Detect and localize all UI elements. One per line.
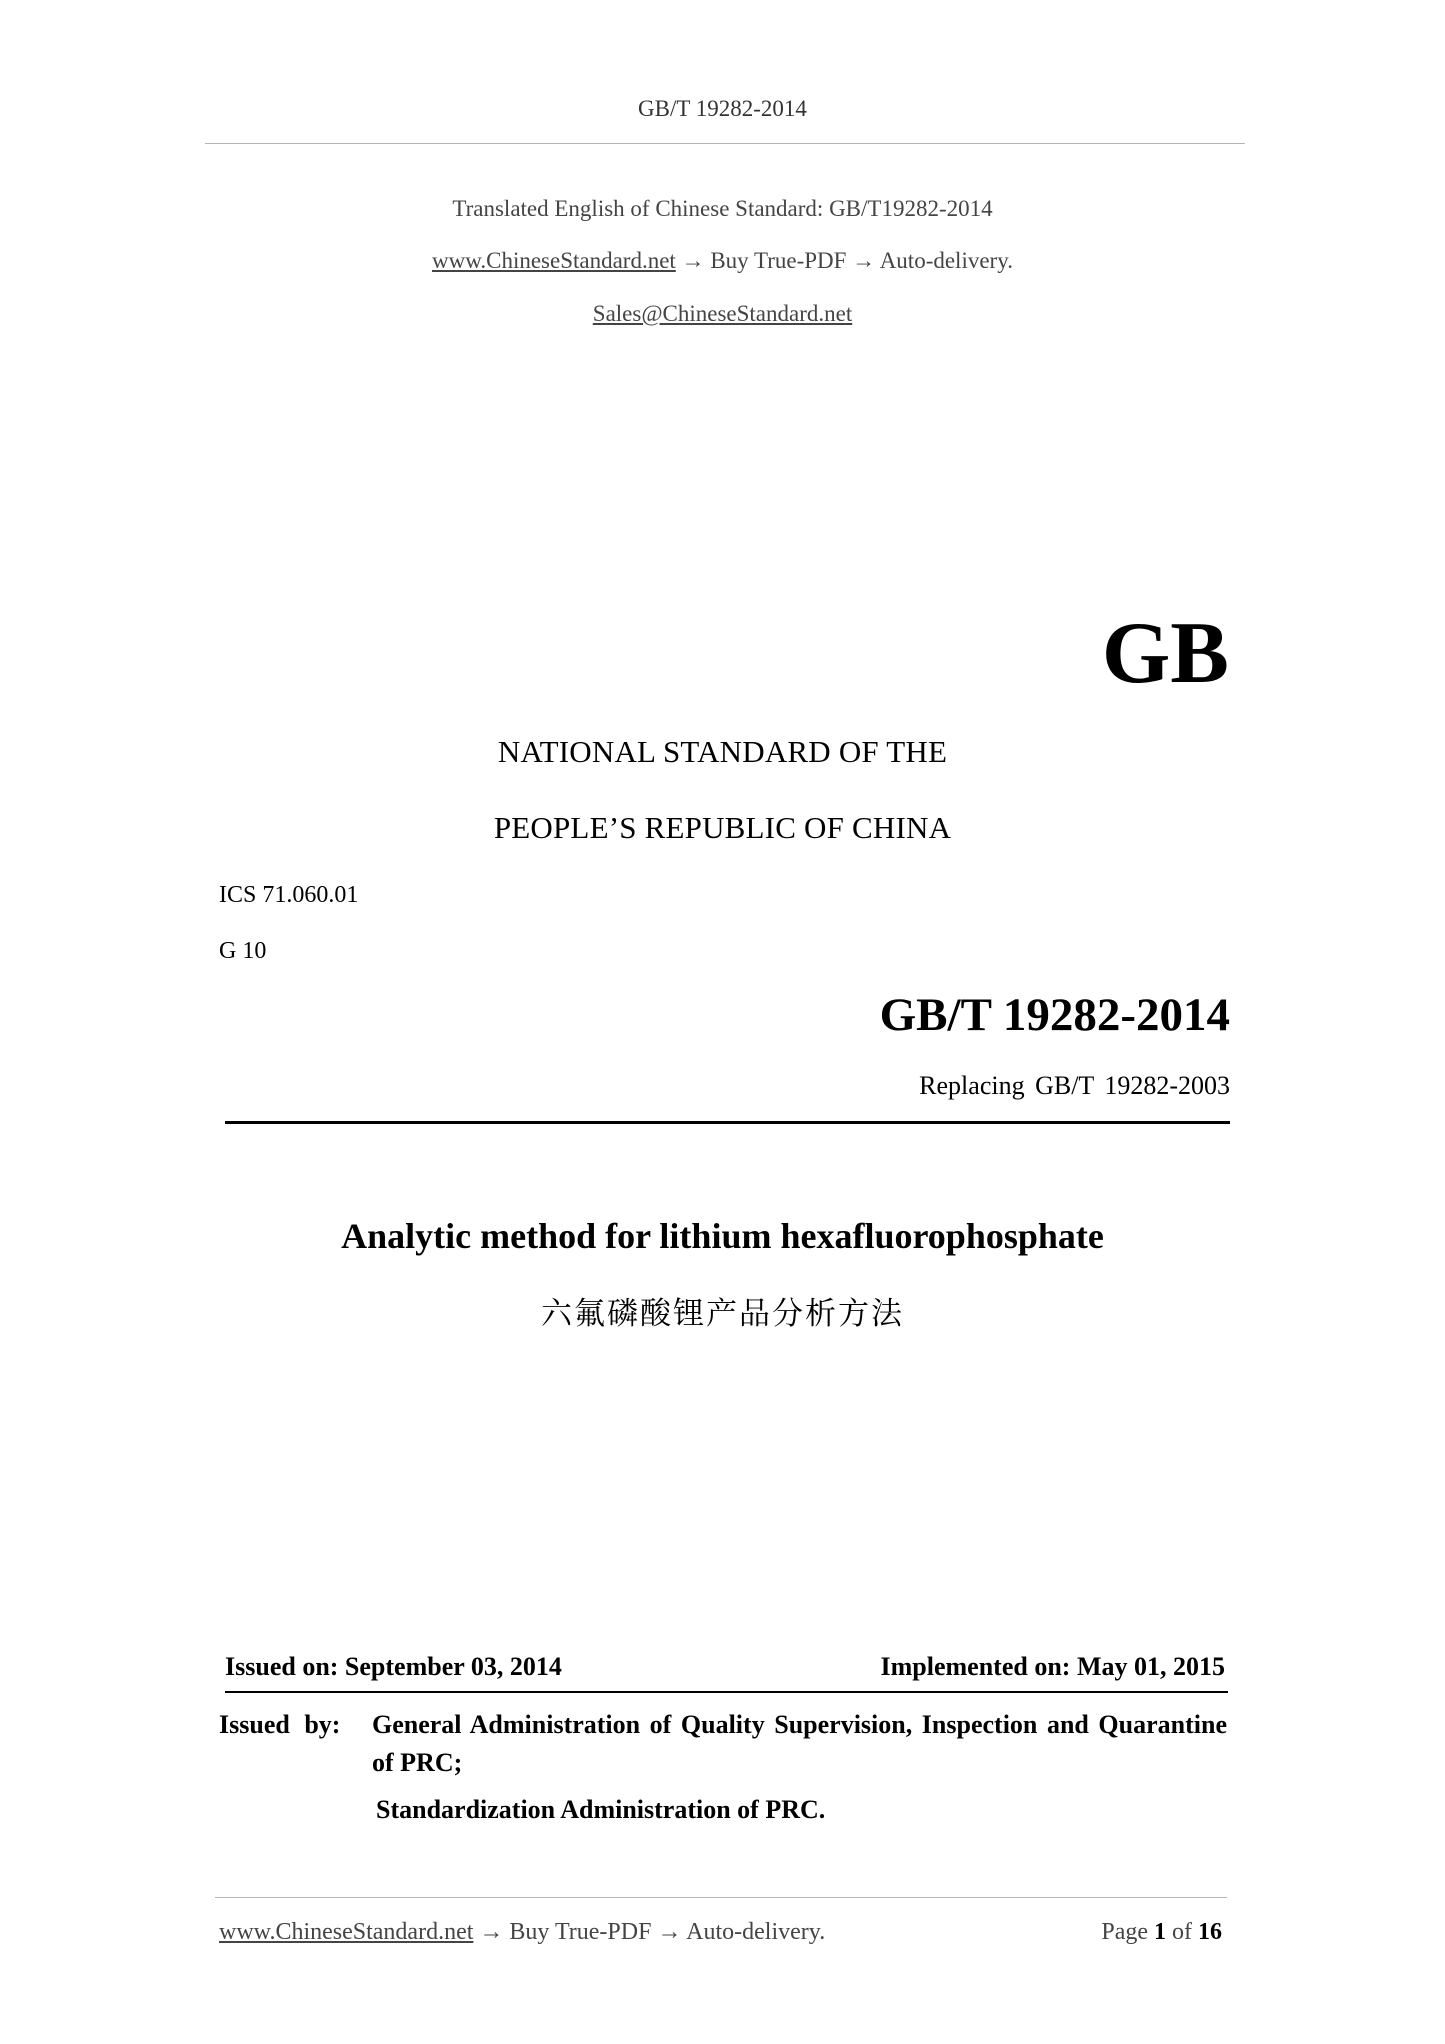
footer-promo <box>219 1919 825 1946</box>
arrow-right-icon: → <box>657 1919 682 1945</box>
document-title-chinese: 六氟磷酸锂产品分析方法 <box>541 1296 904 1332</box>
standard-number: GB/T 19282-2014 <box>879 989 1230 1041</box>
title-divider <box>225 1121 1230 1124</box>
issued-by-label: Issued by: <box>219 1710 341 1739</box>
issued-on-date: Issued on: September 03, 2014 <box>225 1652 562 1681</box>
email-line <box>0 301 1445 327</box>
page-total: 16 <box>1198 1919 1222 1945</box>
page-indicator <box>1101 1919 1222 1946</box>
classification-code: G 10 <box>219 938 267 964</box>
ics-code: ICS 71.060.01 <box>219 882 359 908</box>
footer-site-link[interactable]: www.ChineseStandard.net <box>219 1919 474 1945</box>
gb-mark: GB <box>1101 605 1229 702</box>
promo-line <box>0 248 1445 274</box>
national-standard-line1: NATIONAL STANDARD OF THE <box>497 734 948 769</box>
page-word: Page <box>1101 1919 1148 1945</box>
delivery-text: Auto-delivery. <box>879 248 1013 273</box>
document-title-english: Analytic method for lithium hexafluorophosphate <box>341 1216 1104 1256</box>
issued-by <box>219 1706 1231 1782</box>
footer-buy-text: Buy True-PDF <box>509 1919 652 1945</box>
page-current: 1 <box>1154 1919 1166 1945</box>
issued-by-authority-2: Standardization Administration of PRC. <box>376 1795 826 1824</box>
arrow-right-icon: → <box>479 1919 504 1945</box>
footer-delivery-text: Auto-delivery. <box>686 1919 826 1945</box>
national-standard-line2: PEOPLE’S REPUBLIC OF CHINA <box>493 810 952 845</box>
site-link[interactable]: www.ChineseStandard.net <box>432 248 676 273</box>
page-of: of <box>1172 1919 1192 1945</box>
buy-text: Buy True-PDF <box>710 248 847 273</box>
translation-notice: Translated English of Chinese Standard: GB/T19282-2014 <box>452 196 993 221</box>
replacing-standard: Replacing GB/T 19282-2003 <box>919 1071 1230 1100</box>
arrow-right-icon: → <box>852 248 876 273</box>
dates-divider <box>225 1691 1228 1693</box>
running-header: GB/T 19282-2014 <box>638 96 807 121</box>
header-divider <box>205 143 1245 144</box>
implemented-on-date: Implemented on: May 01, 2015 <box>880 1652 1225 1681</box>
issued-by-authority-1: General Administration of Quality Supervision, Inspection and Quarantine of PRC; <box>372 1710 1227 1777</box>
email-link[interactable]: Sales@ChineseStandard.net <box>592 301 853 326</box>
footer-divider <box>215 1897 1227 1898</box>
arrow-right-icon: → <box>681 248 705 273</box>
